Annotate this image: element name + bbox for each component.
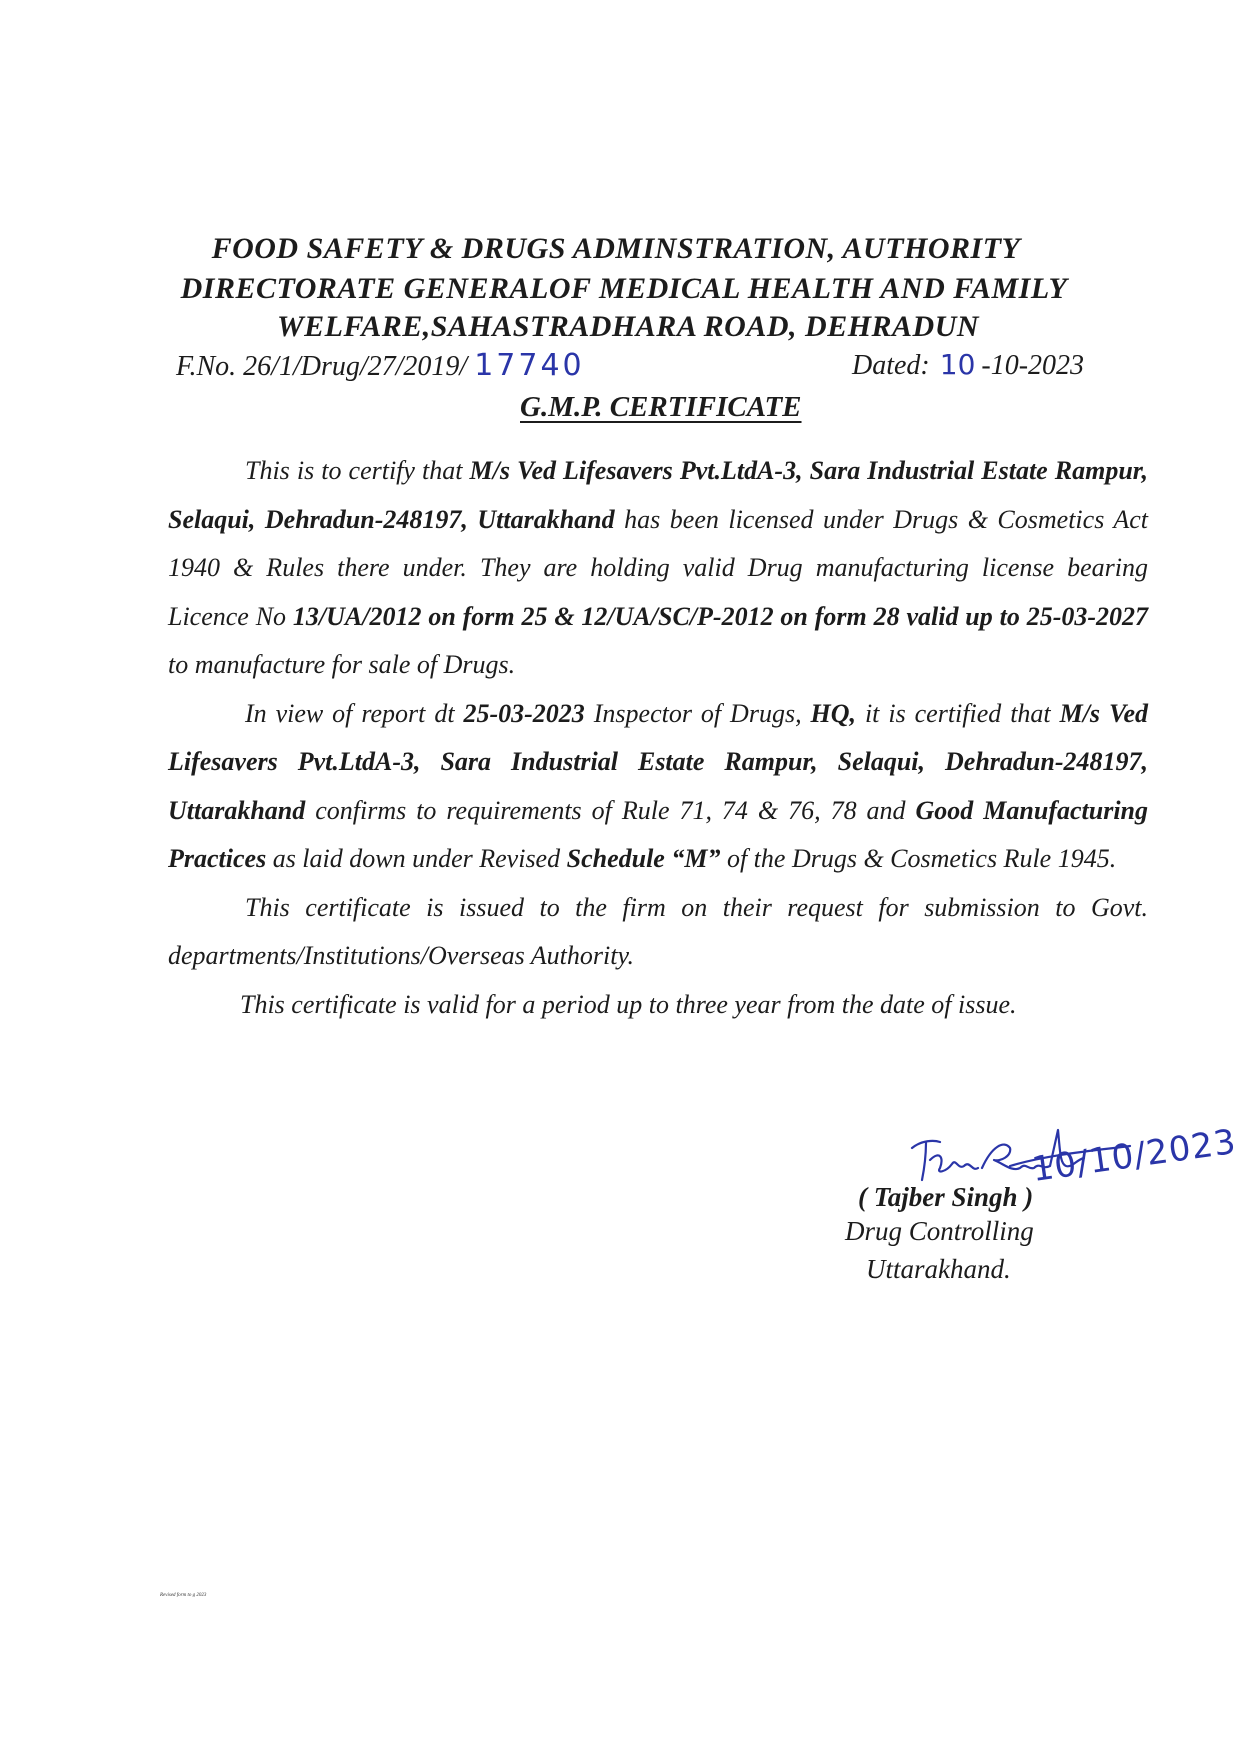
paragraph-purpose: This certificate is issued to the firm on their request for submission to Govt. departments/Institutions/Overseas Authority. <box>168 892 1148 970</box>
paragraph-licence <box>168 447 1148 690</box>
para2-text-6: of the Drugs & Cosmetics Rule 1945. <box>720 844 1117 873</box>
report-date: 25-03-2023 <box>463 698 585 728</box>
para1-text-3: to manufacture for sale of Drugs. <box>168 650 516 679</box>
file-number-handwritten: 17740 <box>474 348 585 383</box>
hq-label: HQ, <box>810 698 857 728</box>
footer-note: Revised form to g 2023 <box>160 1593 207 1598</box>
signer-designation: Drug Controlling <box>845 1216 1034 1246</box>
header-line-directorate: DIRECTORATE GENERALOF MEDICAL HEALTH AND FAMILY <box>180 272 1068 305</box>
gmp-phrase: Good Manufacturing Practices <box>168 795 1149 873</box>
date-rest: -10-2023 <box>981 350 1085 381</box>
para2-text-2: Inspector of Drugs, <box>584 698 811 728</box>
firm-name-address-2: M/s Ved Lifesavers Pvt.LtdA-3, Sara Industrial Estate Rampur, Selaqui, Dehradun-248197, Uttarakhand <box>168 698 1148 825</box>
para2-text-3: it is certified that <box>856 698 1060 728</box>
paragraph-inspection <box>168 690 1148 884</box>
paragraph-validity: This certificate is valid for a period up to three year from the date of issue. <box>240 989 1017 1019</box>
date-handwritten-day: 10 <box>939 348 976 381</box>
date-label: Dated: <box>852 350 930 381</box>
para2-text-5: as laid down under Revised <box>266 844 567 873</box>
para2-text-4: confirms to requirements of Rule 71, 74 & 76, 78 and <box>305 795 916 825</box>
para1-text-2: has been licensed under Drugs & Cosmetics Act 1940 & Rules there under. They are holding valid Drug manufacturing license bearing Licence No <box>168 504 1148 631</box>
issue-date <box>852 348 1084 382</box>
signer-state: Uttarakhand. <box>866 1254 1011 1284</box>
para1-text-1: This is to certify that <box>245 456 470 485</box>
licence-details: 13/UA/2012 on form 25 & 12/UA/SC/P-2012 on form 28 valid up to 25-03-2027 <box>292 601 1149 631</box>
signature-date-handwritten: 10/10/2023 <box>1029 1121 1239 1190</box>
header-line-authority: FOOD SAFETY & DRUGS ADMINSTRATION, AUTHORITY <box>211 232 1021 265</box>
file-number <box>176 348 585 383</box>
signer-name: ( Tajber Singh ) <box>858 1182 1034 1212</box>
para2-text-1: In view of report dt <box>245 698 464 728</box>
certificate-body <box>168 447 1148 1029</box>
schedule-m: Schedule “M” <box>566 844 721 873</box>
header-line-address: WELFARE,SAHASTRADHARA ROAD, DEHRADUN <box>276 310 980 343</box>
firm-name-address: M/s Ved Lifesavers Pvt.LtdA-3, Sara Industrial Estate Rampur, Selaqui, Dehradun-248197, Uttarakhand <box>168 456 1148 534</box>
certificate-title: G.M.P. CERTIFICATE <box>520 391 802 423</box>
file-number-label: F.No. 26/1/Drug/27/2019/ <box>176 351 468 382</box>
